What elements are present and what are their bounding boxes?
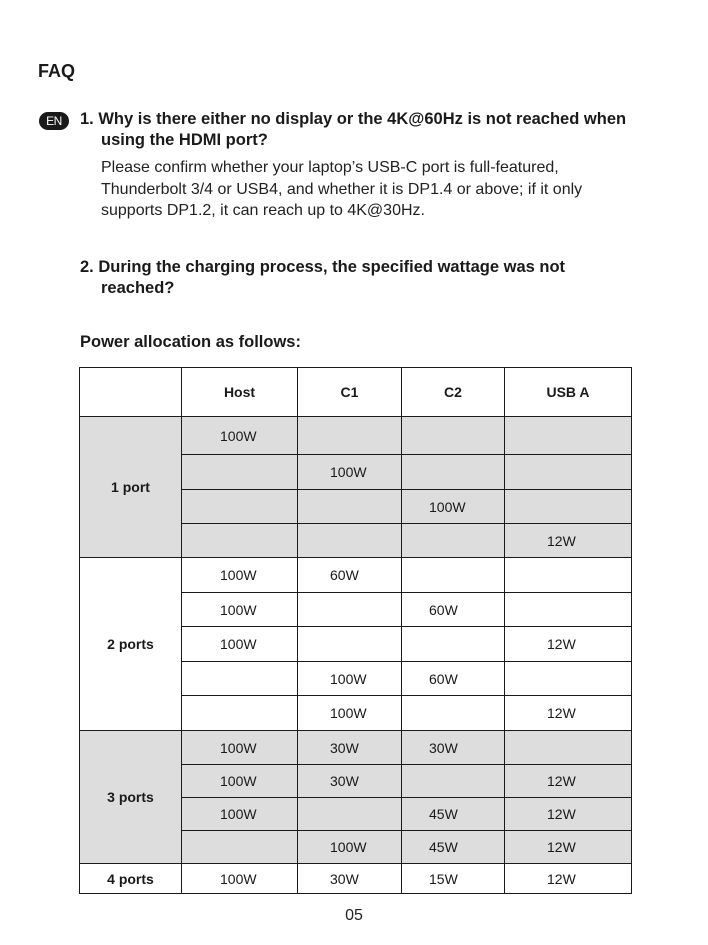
cell-host [182,765,298,798]
cell-c1 [298,417,402,455]
cell-usb-a [505,765,632,798]
page-number: 05 [345,907,363,924]
faq-question-2 [80,257,680,299]
wattage-value: 30W [330,773,359,789]
wattage-value: 60W [330,567,359,583]
cell-c1 [298,798,402,831]
table-row [80,731,632,765]
question-text-line-2: reached? [101,279,175,297]
cell-host [182,524,298,558]
wattage-value: 30W [330,739,359,756]
wattage-value: 12W [547,870,576,887]
cell-c2 [402,831,505,864]
wattage-value: 100W [220,636,257,652]
cell-c1 [298,765,402,798]
cell-c1 [298,696,402,731]
cell-c1 [298,455,402,490]
language-badge: EN [39,112,69,130]
header-cell-host: Host [182,368,298,417]
wattage-value: 30W [330,870,359,887]
wattage-value: 100W [429,498,466,515]
cell-c2 [402,696,505,731]
section-heading: FAQ [38,61,76,81]
cell-c2 [402,627,505,662]
cell-host [182,558,298,593]
wattage-value: 60W [429,670,458,687]
wattage-value: 100W [220,773,257,789]
answer-line: supports DP1.2, it can reach up to 4K@30Hz. [101,202,425,219]
cell-usb-a [505,490,632,524]
wattage-value: 100W [220,739,257,756]
question-number: 1. [80,110,94,128]
cell-c1 [298,864,402,894]
wattage-value: 100W [330,464,367,480]
wattage-value: 100W [330,839,367,855]
wattage-value: 12W [547,636,576,652]
cell-c1 [298,731,402,765]
wattage-value: 12W [547,839,576,855]
port-count-label: 3 ports [80,731,182,864]
wattage-value: 12W [547,773,576,789]
cell-host [182,696,298,731]
allocation-title: Power allocation as follows: [80,333,301,351]
question-text-line-1: Why is there either no display or the 4K@60Hz is not reached when [98,110,627,128]
cell-c2 [402,455,505,490]
header-cell-usb-a: USB A [505,368,632,417]
cell-host [182,455,298,490]
cell-c1 [298,593,402,627]
wattage-value: 45W [429,839,458,855]
header-cell-c2: C2 [402,368,505,417]
wattage-value: 15W [429,870,458,887]
cell-usb-a [505,662,632,696]
cell-c2 [402,524,505,558]
cell-usb-a [505,696,632,731]
cell-usb-a [505,627,632,662]
answer-line: Thunderbolt 3/4 or USB4, and whether it is DP1.4 or above; if it only [101,180,583,198]
cell-c1 [298,490,402,524]
cell-usb-a [505,731,632,765]
wattage-value: 12W [547,532,576,549]
cell-host [182,798,298,831]
cell-c2 [402,490,505,524]
cell-usb-a [505,593,632,627]
header-cell-c1: C1 [298,368,402,417]
wattage-value: 100W [220,601,257,618]
cell-host [182,864,298,894]
cell-host [182,417,298,455]
cell-host [182,627,298,662]
cell-c1 [298,627,402,662]
question-text-line-1: During the charging process, the specified wattage was not [98,258,566,276]
cell-c2 [402,798,505,831]
wattage-value: 30W [429,739,458,756]
wattage-value: 100W [330,705,367,721]
table-row [80,864,632,894]
cell-c2 [402,864,505,894]
cell-usb-a [505,558,632,593]
answer-line: Please confirm whether your laptop’s USB-C port is full-featured, [101,159,559,176]
wattage-value: 12W [547,705,576,721]
cell-host [182,490,298,524]
wattage-value: 100W [330,670,367,687]
cell-usb-a [505,798,632,831]
cell-usb-a [505,455,632,490]
cell-host [182,831,298,864]
cell-c1 [298,662,402,696]
wattage-value: 100W [220,567,257,583]
cell-c1 [298,558,402,593]
port-count-label: 2 ports [80,558,182,731]
cell-c2 [402,417,505,455]
cell-usb-a [505,524,632,558]
wattage-value: 100W [220,427,257,444]
faq-question-1 [80,109,680,151]
cell-c2 [402,731,505,765]
cell-usb-a [505,417,632,455]
faq-answer-1 [101,157,681,222]
cell-c1 [298,524,402,558]
header-cell [80,368,182,417]
wattage-value: 100W [220,870,257,887]
port-count-label: 1 port [80,417,182,558]
question-number: 2. [80,258,94,276]
wattage-value: 45W [429,806,458,822]
cell-c2 [402,558,505,593]
wattage-value: 100W [220,806,257,822]
cell-host [182,662,298,696]
power-allocation-table [79,367,632,894]
wattage-value: 60W [429,601,458,618]
cell-usb-a [505,831,632,864]
cell-host [182,731,298,765]
table-row [80,417,632,455]
cell-c1 [298,831,402,864]
table-row [80,558,632,593]
wattage-value: 12W [547,806,576,822]
cell-c2 [402,765,505,798]
cell-c2 [402,593,505,627]
cell-usb-a [505,864,632,894]
table-header-row [80,368,632,417]
question-text-line-2: using the HDMI port? [101,131,268,149]
port-count-label: 4 ports [80,864,182,894]
cell-host [182,593,298,627]
cell-c2 [402,662,505,696]
